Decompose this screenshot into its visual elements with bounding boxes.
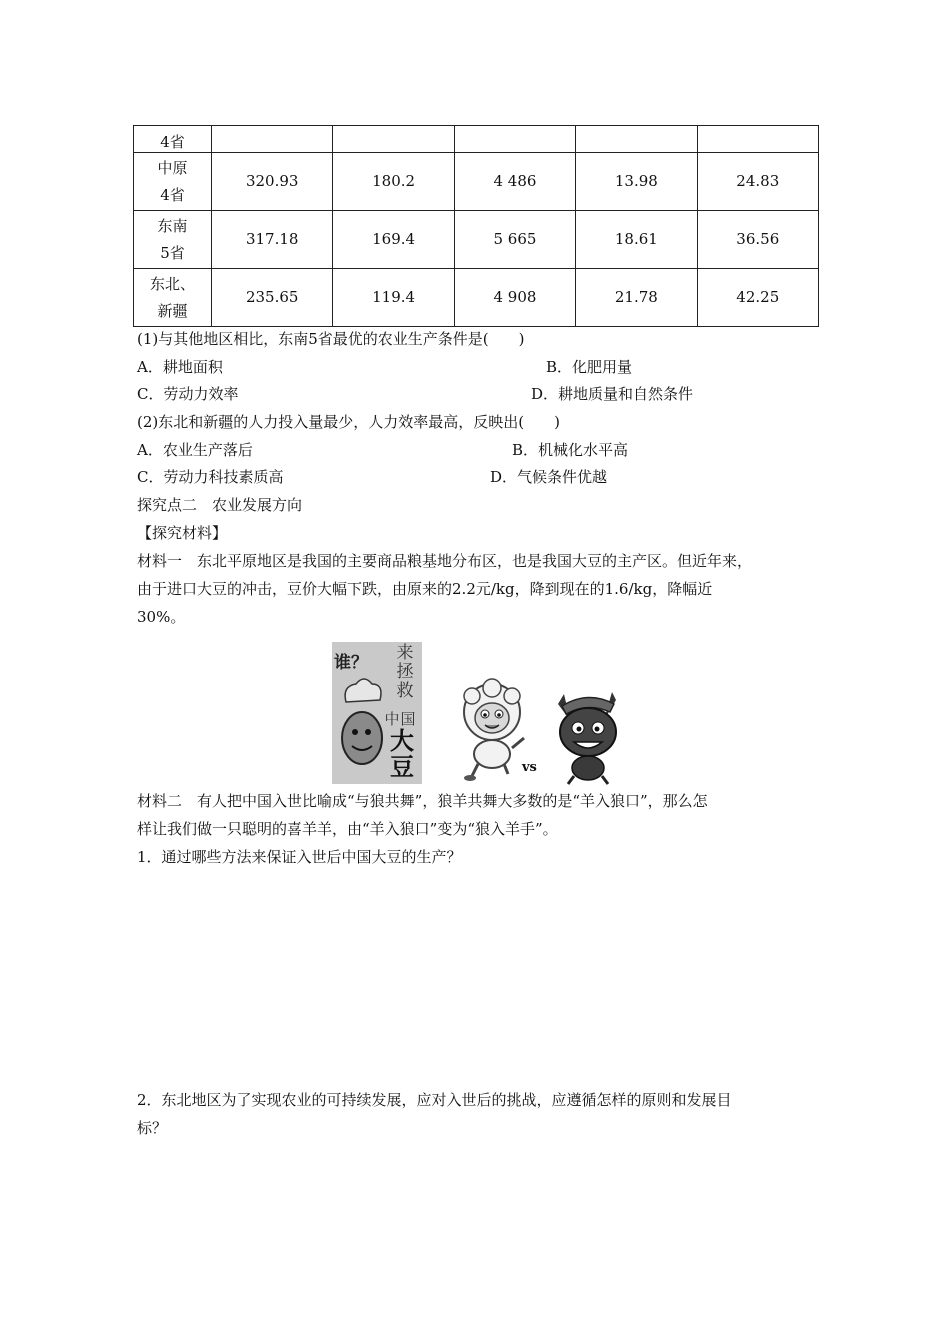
region-cell	[134, 269, 212, 327]
table-row	[134, 269, 819, 327]
table-cell: 4 908	[454, 269, 575, 327]
poster-char: 拯	[396, 662, 414, 682]
table-cell: 180.2	[333, 153, 454, 211]
soybean-poster	[332, 642, 422, 784]
region-label: 4省	[160, 133, 185, 151]
table-cell: 36.56	[697, 211, 818, 269]
poster-char: 国	[400, 710, 416, 728]
q2-option-d: D．气候条件优越	[490, 468, 608, 486]
q2-option-b: B．机械化水平高	[512, 441, 629, 459]
q1-option-d: D．耕地质量和自然条件	[531, 385, 694, 403]
poster-vertical-text	[390, 644, 420, 701]
region-cell	[134, 126, 212, 153]
poster-big-char: 大	[390, 727, 414, 755]
table-cell	[333, 126, 454, 153]
material-heading: 【探究材料】	[137, 524, 228, 542]
table-cell: 235.65	[212, 269, 333, 327]
question-one: 1．通过哪些方法来保证入世后中国大豆的生产？	[137, 848, 462, 866]
q2-stem: (2)东北和新疆的人力投入量最少，人力效率最高，反映出( )	[137, 413, 560, 431]
table-cell: 4 486	[454, 153, 575, 211]
material-one-line-2: 由于进口大豆的冲击，豆价大幅下跌，由原来的2.2元/kg，降到现在的1.6/kg，降幅近	[137, 580, 713, 598]
poster-big-char: 豆	[390, 753, 414, 781]
question-two-line-1: 2．东北地区为了实现农业的可持续发展，应对入世后的挑战，应遵循怎样的原则和发展目	[137, 1091, 732, 1109]
section-title: 探究点二 农业发展方向	[137, 496, 303, 514]
table-cell	[576, 126, 697, 153]
q2-option-c: C．劳动力科技素质高	[137, 468, 284, 486]
table-row	[134, 126, 819, 153]
versus-label: vs	[522, 760, 537, 775]
material-one-line-1: 材料一 东北平原地区是我国的主要商品粮基地分布区，也是我国大豆的主产区。但近年来，	[137, 552, 753, 570]
soybean-figure	[334, 672, 390, 782]
table-cell: 24.83	[697, 153, 818, 211]
table-cell: 320.93	[212, 153, 333, 211]
region-label: 5省	[160, 243, 185, 262]
material-two-line-1: 材料二 有人把中国入世比喻成“与狼共舞”，狼羊共舞大多数的是“羊入狼口”，那么怎	[137, 792, 708, 810]
q1-option-c: C．劳动力效率	[137, 385, 239, 403]
poster-char: 中	[384, 710, 400, 728]
table-cell: 169.4	[333, 211, 454, 269]
table-row	[134, 153, 819, 211]
table-cell: 119.4	[333, 269, 454, 327]
region-label: 东北、	[149, 274, 195, 293]
table-cell	[454, 126, 575, 153]
table-cell: 42.25	[697, 269, 818, 327]
table-cell: 13.98	[576, 153, 697, 211]
table-cell: 5 665	[454, 211, 575, 269]
material-two-line-2: 样让我们做一只聪明的喜羊羊，由“羊入狼口”变为“狼入羊手”。	[137, 820, 558, 838]
wolf-cartoon	[548, 690, 628, 785]
poster-char: 救	[396, 681, 414, 701]
poster-char: 来	[396, 643, 414, 663]
sheep-cartoon	[454, 678, 532, 783]
region-cell	[134, 211, 212, 269]
material-one-line-3: 30%。	[137, 608, 186, 626]
region-label: 新疆	[157, 301, 188, 320]
region-cell	[134, 153, 212, 211]
region-label: 中原	[157, 158, 188, 177]
illustration	[332, 642, 632, 787]
question-two-line-2: 标？	[137, 1119, 168, 1137]
table-row	[134, 211, 819, 269]
q1-option-a: A．耕地面积	[137, 358, 223, 376]
poster-question-text: 谁？	[334, 653, 368, 673]
region-label: 东南	[157, 216, 188, 235]
table-cell	[697, 126, 818, 153]
q1-option-b: B．化肥用量	[546, 358, 633, 376]
table-cell	[212, 126, 333, 153]
table-cell: 21.78	[576, 269, 697, 327]
table-cell: 18.61	[576, 211, 697, 269]
table-cell: 317.18	[212, 211, 333, 269]
q1-stem: (1)与其他地区相比，东南5省最优的农业生产条件是( )	[137, 330, 525, 348]
data-table	[133, 125, 819, 327]
region-label: 4省	[160, 185, 185, 204]
q2-option-a: A．农业生产落后	[137, 441, 253, 459]
